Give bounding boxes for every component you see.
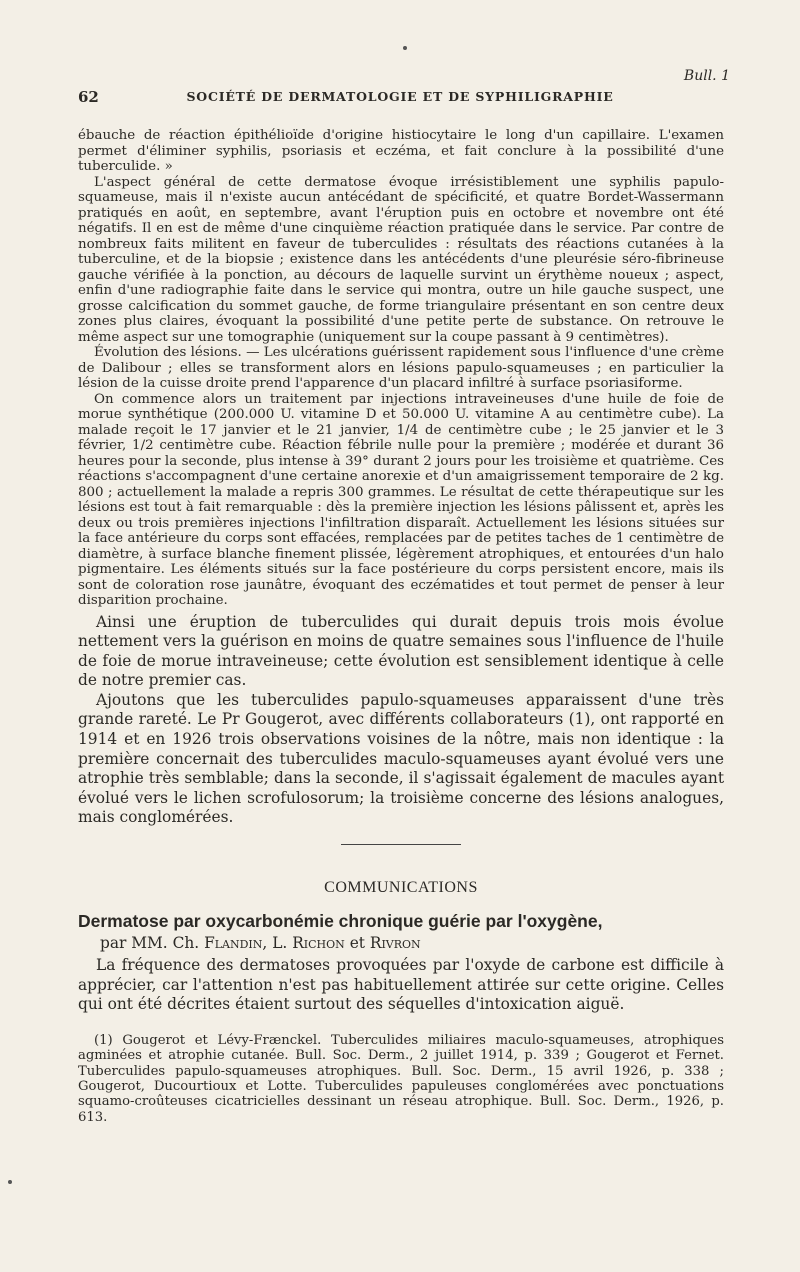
paragraph: ébauche de réaction épithélioïde d'origine histiocytaire le long d'un capillaire. L'examen permet d'éliminer syphilis, psoriasis et eczéma, et fait conclure à la possibilité d'une tuberculide. »	[78, 128, 724, 174]
section-title: COMMUNICATIONS	[324, 879, 478, 897]
author-name: Rivron	[369, 934, 421, 953]
footnotes	[78, 1033, 724, 1125]
author-name: Flandin	[204, 934, 263, 953]
article-authors	[78, 934, 724, 952]
bulletin-corner-label: Bull. 1	[683, 68, 730, 84]
footnote: (1) Gougerot et Lévy-Frænckel. Tuberculides miliaires maculo-squameuses, atrophiques agminées et atrophie cutanée. Bull. Soc. Derm., 2 juillet 1914, p. 339 ; Gougerot et Fernet. Tuberculides papulo-squameuses atrophiques. Bull. Soc. Derm., 15 avril 1926, p. 338 ; Gougerot, Ducourtioux et Lotte. Tuberculides papuleuses conglomérées avec ponctuations squamo-croûteuses cicatricielles dessinant un réseau atrophique. Bull. Soc. Derm., 1926, p. 613.	[78, 1032, 724, 1125]
article-intro	[78, 956, 724, 1015]
paragraph: La fréquence des dermatoses provoquées par l'oxyde de carbone est difficile à apprécier, car l'attention n'est pas habituellement attirée sur cette origine. Celles qui ont été décrites étaient surtout des séquelles d'intoxication aiguë.	[78, 956, 724, 1014]
paragraph: Ainsi une éruption de tuberculides qui durait depuis trois mois évolue nettement vers la guérison en moins de quatre semaines sous l'influence de l'huile de foie de morue intraveineuse; cette évolution est sensiblement identique à celle de notre premier cas.	[78, 612, 724, 690]
large-text-block	[78, 613, 724, 829]
page-number: 62	[78, 88, 99, 106]
paragraph: Évolution des lésions. — Les ulcérations guérissent rapidement sous l'influence d'une crème de Dalibour ; elles se transforment alors en lésions papulo-squameuses ; en particulier la lésion de la cuisse droite prend l'apparence d'un placard infiltré à surface psoriasiforme.	[78, 345, 724, 391]
running-title: SOCIÉTÉ DE DERMATOLOGIE ET DE SYPHILIGRAPHIE	[186, 89, 614, 104]
paragraph: Ajoutons que les tuberculides papulo-squameuses apparaissent d'une très grande rareté. Le Pr Gougerot, avec différents collaborateurs (1), ont rapporté en 1914 et en 1926 trois observations voisines de la nôtre, mais non identique : la première concernait des tuberculides maculo-squameuses ayant évolué vers une atrophie très semblable; dans la seconde, il s'agissait également de macules ayant évolué vers le lichen scrofulosorum; la troisième concerne des lésions analogues, mais conglomérées.	[78, 690, 724, 827]
speck-mark	[403, 46, 407, 50]
section-divider	[341, 844, 461, 845]
author-name: Richon	[292, 934, 345, 953]
paragraph: L'aspect général de cette dermatose évoque irrésistiblement une syphilis papulo-squameuse, mais il n'existe aucun antécédant de spécificité, et quatre Bordet-Wassermann pratiqués en août, en septembre, avant l'éruption puis en octobre et novembre ont été négatifs. Il en est de même d'une cinquième réaction pratiquée dans le service. Par contre de nombreux faits militent en faveur de tuberculides : résultats des réactions cutanées à la tuberculine, et de la biopsie ; existence dans les antécédents d'une pleurésie séro-fibrineuse gauche vérifiée à la ponction, au décours de laquelle survint un érythème noueux ; aspect, enfin d'une radiographie faite dans le service qui montra, outre un hile gauche suspect, une grosse calcification du sommet gauche, de forme triangulaire présentant en son centre deux zones plus claires, évoquant la possibilité d'une petite perte de substance. On retrouve le même aspect sur une tomographie (uniquement sur la coupe passant à 9 centimètres).	[78, 174, 724, 345]
speck-mark	[8, 1180, 12, 1184]
authors-separator: , L.	[262, 934, 293, 953]
article-title: Dermatose par oxycarbonémie chronique guérie par l'oxygène,	[78, 911, 603, 932]
small-text-block	[78, 128, 724, 609]
authors-prefix: par MM. Ch.	[100, 934, 205, 953]
authors-separator: et	[344, 934, 370, 953]
page-content	[78, 128, 724, 1125]
paragraph: On commence alors un traitement par injections intraveineuses d'une huile de foie de morue synthétique (200.000 U. vitamine D et 50.000 U. vitamine A au centimètre cube). La malade reçoit le 17 janvier et le 21 janvier, 1/4 de centimètre cube ; le 25 janvier et le 3 février, 1/2 centimètre cube. Réaction fébrile nulle pour la première ; modérée et durant 36 heures pour la seconde, plus intense à 39° durant 2 jours pour les troisième et quatrième. Ces réactions s'accompagnent d'une certaine anorexie et d'un amaigrissement temporaire de 2 kg. 800 ; actuellement la malade a repris 300 grammes. Le résultat de cette thérapeutique sur les lésions est tout à fait remarquable : dès la première injection les lésions pâlissent et, après les deux ou trois premières injections l'infiltration disparaît. Actuellement les lésions situées sur la face antérieure du corps sont effacées, remplacées par de petites taches de 1 centimètre de diamètre, à surface blanche finement plissée, légèrement atrophiques, et entourées d'un halo pigmentaire. Les éléments situés sur la face postérieure du corps persistent encore, mais ils sont de coloration rose jaunâtre, évoquant des eczématides et tout permet de penser à leur disparition prochaine.	[78, 391, 724, 608]
